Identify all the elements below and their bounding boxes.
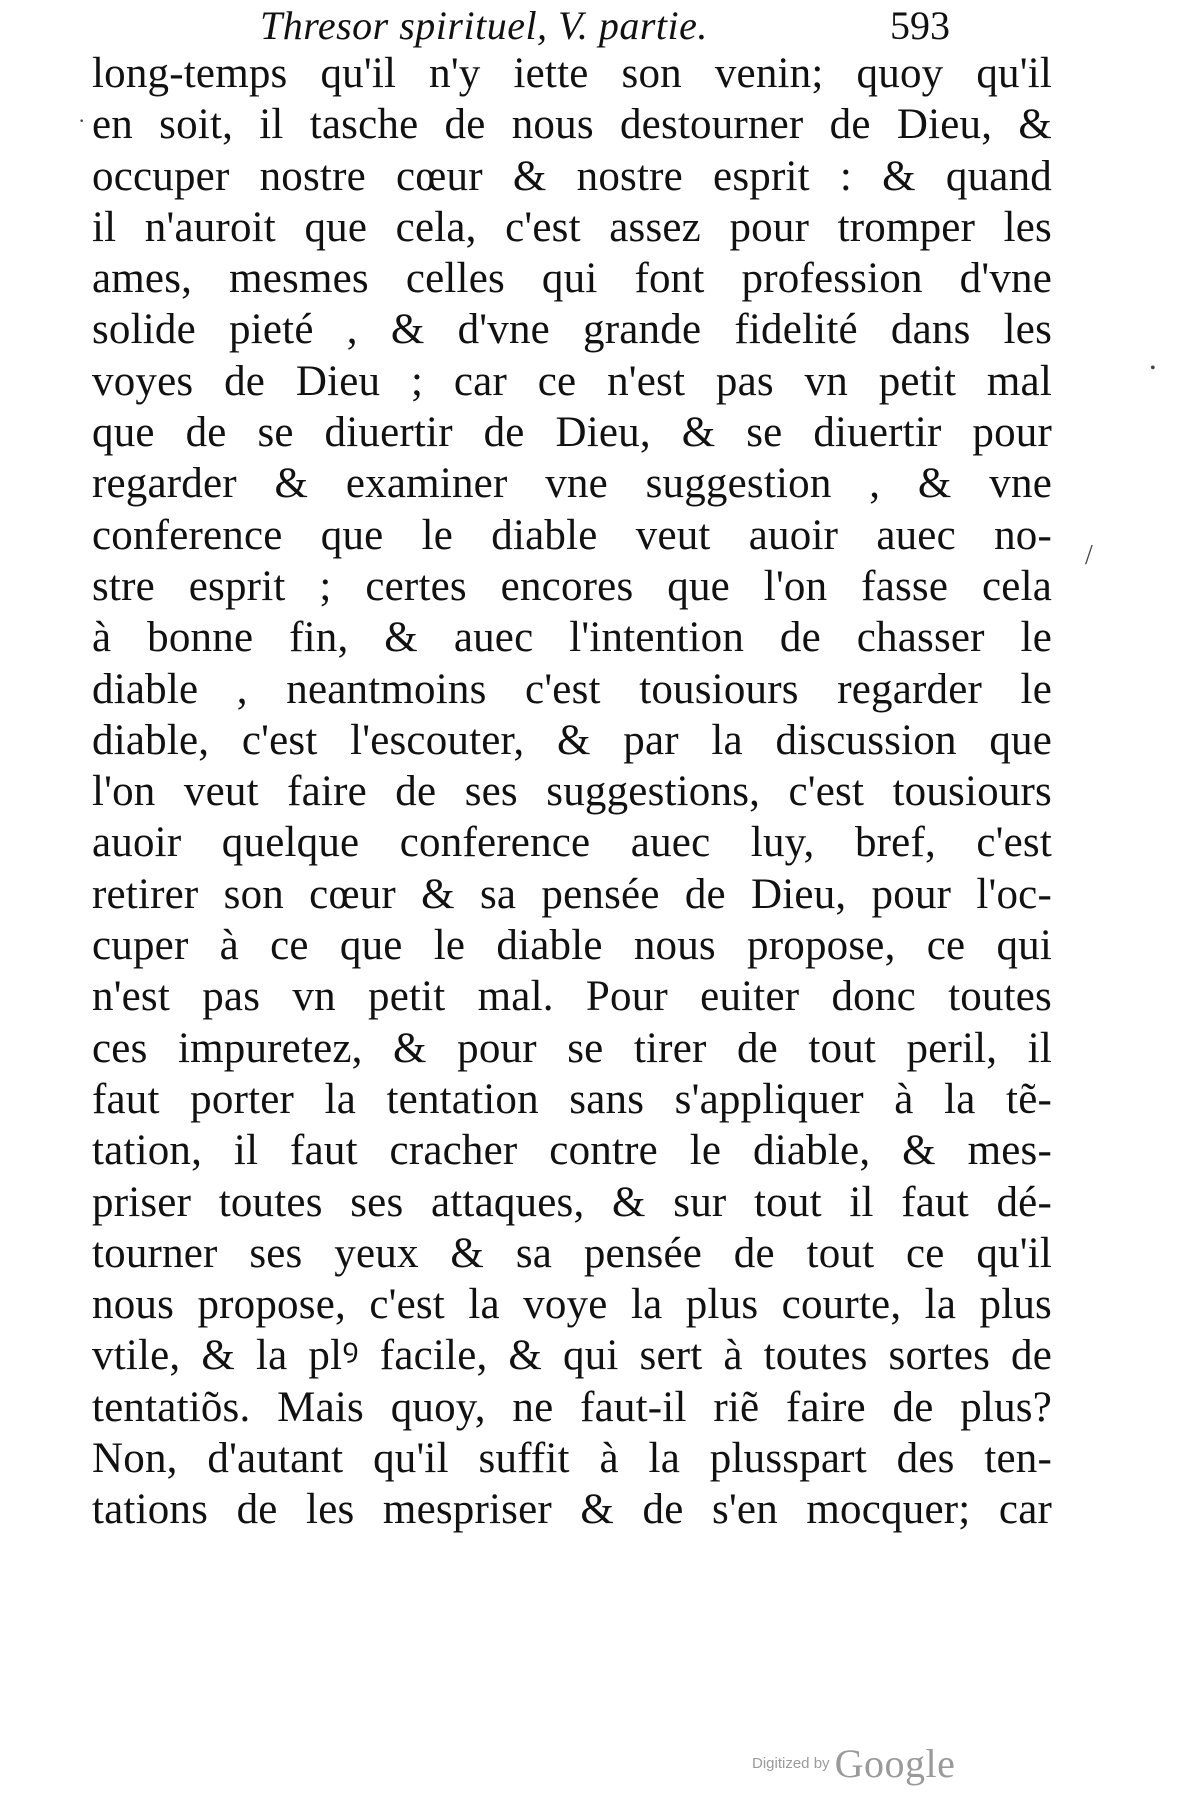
text-line: tourner ses yeux & sa pensée de tout ce qu'il xyxy=(92,1229,1052,1277)
body-text xyxy=(92,48,1052,1536)
running-head xyxy=(260,0,1050,52)
text-line: ames, mesmes celles qui font profession d'vne xyxy=(92,255,1052,303)
text-line: à bonne fin, & auec l'intention de chasser le xyxy=(92,614,1052,662)
text-line: diable, c'est l'escouter, & par la discussion que xyxy=(92,716,1052,764)
text-line: auoir quelque conference auec luy, bref, c'est xyxy=(92,819,1052,867)
text-line: long-temps qu'il n'y iette son venin; quoy qu'il xyxy=(92,50,1052,97)
page-number: 593 xyxy=(890,3,950,48)
text-line: diable , neantmoins c'est tousiours regarder le xyxy=(92,665,1052,713)
text-line: voyes de Dieu ; car ce n'est pas vn petit mal xyxy=(92,357,1052,405)
text-line: n'est pas vn petit mal. Pour euiter donc toutes xyxy=(92,973,1052,1021)
text-line: regarder & examiner vne suggestion , & vne xyxy=(92,460,1052,508)
text-line: conference que le diable veut auoir auec no- xyxy=(92,511,1052,559)
text-line: tation, il faut cracher contre le diable, & mes- xyxy=(92,1127,1052,1175)
ink-speck-mark: • xyxy=(1150,360,1156,377)
text-line: que de se diuertir de Dieu, & se diuertir pour xyxy=(92,409,1052,457)
text-line: il n'auroit que cela, c'est assez pour tromper les xyxy=(92,203,1052,251)
text-line: ces impuretez, & pour se tirer de tout peril, il xyxy=(92,1024,1052,1072)
running-title: Thresor spirituel, V. partie. xyxy=(260,3,708,48)
text-line: solide pieté , & d'vne grande fidelité dans les xyxy=(92,306,1052,354)
text-line: priser toutes ses attaques, & sur tout il faut dé- xyxy=(92,1178,1052,1226)
text-line: occuper nostre cœur & nostre esprit : & quand xyxy=(92,152,1052,200)
ink-speck-mark: · xyxy=(78,108,86,133)
text-line: tations de les mespriser & de s'en mocquer; car xyxy=(92,1486,1052,1534)
text-line: vtile, & la plꝰ facile, & qui sert à toutes sortes de xyxy=(92,1332,1052,1380)
ink-stroke-mark: / xyxy=(1085,540,1093,571)
text-line: faut porter la tentation sans s'appliquer à la tẽ- xyxy=(92,1075,1052,1123)
text-line: stre esprit ; certes encores que l'on fasse cela xyxy=(92,562,1052,610)
text-line: nous propose, c'est la voye la plus courte, la plus xyxy=(92,1281,1052,1329)
watermark-prefix: Digitized by xyxy=(752,1755,830,1772)
digitized-watermark xyxy=(752,1740,955,1787)
text-line: Non, d'autant qu'il suffit à la plusspart des ten- xyxy=(92,1435,1052,1483)
text-line: tentatiõs. Mais quoy, ne faut-il riẽ faire de plus? xyxy=(92,1383,1052,1431)
text-line: cuper à ce que le diable nous propose, ce qui xyxy=(92,922,1052,970)
text-line: l'on veut faire de ses suggestions, c'est tousiours xyxy=(92,768,1052,816)
text-line: en soit, il tasche de nous destourner de Dieu, & xyxy=(92,101,1052,149)
text-line: retirer son cœur & sa pensée de Dieu, pour l'oc- xyxy=(92,870,1052,918)
watermark-brand-logo: Google xyxy=(834,1741,956,1786)
